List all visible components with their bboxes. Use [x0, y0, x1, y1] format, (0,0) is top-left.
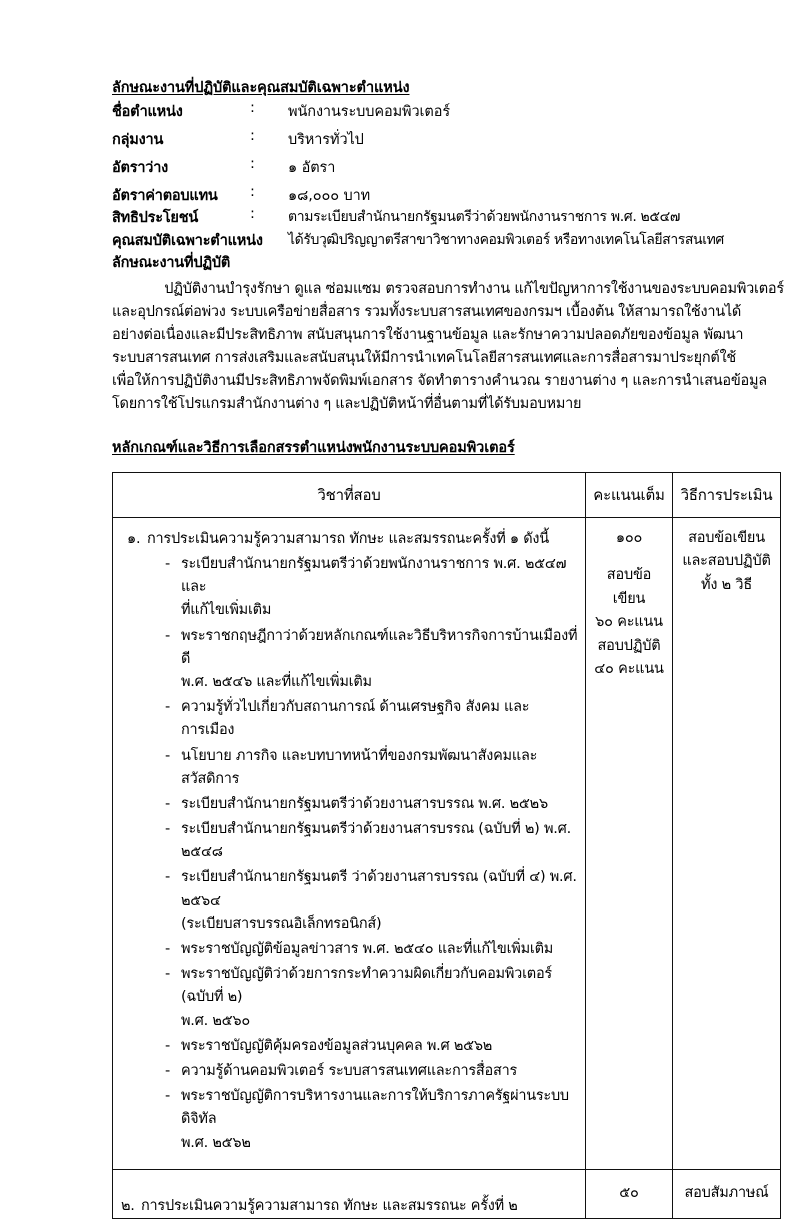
- duties-line-6: โดยการใช้โปรแกรมสำนักงานต่าง ๆ และปฏิบัติหน้าที่อื่นตามที่ได้รับมอบหมาย: [112, 396, 582, 412]
- list-item: [165, 793, 579, 816]
- score-total-2: ๕๐: [619, 1184, 639, 1201]
- cell-subject-2: [113, 1169, 586, 1218]
- bullet-line-1: พระราชบัญญัติว่าด้วยการกระทำความผิดเกี่ยวกับคอมพิวเตอร์ (ฉบับที่ ๒): [181, 966, 552, 1006]
- item-title-1: การประเมินความรู้ความสามารถ ทักษะ และสมรรถนะครั้งที่ ๑ ดังนี้: [147, 531, 549, 547]
- field-colon-3: :: [250, 184, 255, 200]
- table-header-row: [113, 473, 781, 518]
- dash-bullet-icon: -: [165, 699, 170, 716]
- bullet-line-1: พระราชบัญญัติคุ้มครองข้อมูลส่วนบุคคล พ.ศ ๒๕๖๒: [181, 1037, 493, 1054]
- dash-bullet-icon: -: [165, 627, 170, 644]
- bullet-line-2: พ.ศ. ๒๕๖๐: [181, 1012, 250, 1029]
- list-item: [165, 745, 579, 791]
- duties-line-2: และอุปกรณ์ต่อพ่วง ระบบเครือข่ายสื่อสาร รวมทั้งระบบสารสนเทศของกรมฯ เบื้องต้น ให้สามารถใช้งานได้: [112, 304, 742, 320]
- dash-bullet-icon: -: [165, 556, 170, 572]
- bullet-line-1: ระเบียบสำนักนายกรัฐมนตรีว่าด้วยพนักงานราชการ พ.ศ. ๒๕๔๗ และ: [181, 556, 567, 596]
- field-label-position-name: ชื่อตำแหน่ง: [112, 104, 183, 120]
- bullet-line-1: พระราชกฤษฎีกาว่าด้วยหลักเกณฑ์และวิธีบริหารกิจการบ้านเมืองที่ดี: [181, 627, 578, 667]
- column-header-method: วิธีการประเมิน: [673, 473, 781, 518]
- score-detail-line-1: สอบข้อเขียน: [606, 567, 652, 607]
- bullet-line-1: ระเบียบสำนักนายกรัฐมนตรีว่าด้วยงานสารบรรณ (ฉบับที่ ๒) พ.ศ. ๒๕๔๘: [181, 821, 571, 861]
- cell-subject-1: [113, 518, 586, 1170]
- bullet-line-1: ความรู้ทั่วไปเกี่ยวกับสถานการณ์ ด้านเศรษฐกิจ สังคม และการเมือง: [181, 699, 530, 739]
- section-heading-qualifications: ลักษณะงานที่ปฏิบัติและคุณสมบัติเฉพาะตำแหน่ง: [112, 80, 410, 96]
- bullet-line-2: ที่แก้ไขเพิ่มเติม: [181, 602, 272, 619]
- score-detail-line-2: ๖๐ คะแนน: [595, 614, 663, 631]
- field-label-salary: อัตราค่าตอบแทน: [112, 188, 218, 204]
- bullet-line-1: ระเบียบสำนักนายกรัฐมนตรี ว่าด้วยงานสารบรรณ (ฉบับที่ ๔) พ.ศ. ๒๕๖๔: [181, 869, 577, 909]
- dash-bullet-icon: -: [165, 1037, 170, 1054]
- item-number-2: ๒.: [121, 1198, 135, 1215]
- dash-bullet-icon: -: [165, 869, 170, 886]
- duties-line-5: เพื่อให้การปฏิบัติงานมีประสิทธิภาพจัดพิมพ์เอกสาร จัดทำตารางคำนวณ รายงานต่าง ๆ และการนำเสนอข้อมูล: [112, 373, 767, 389]
- section-heading-selection-criteria: หลักเกณฑ์และวิธีการเลือกสรรตำแหน่งพนักงานระบบคอมพิวเตอร์: [112, 440, 515, 456]
- list-item: [165, 963, 579, 1033]
- field-colon-4: :: [250, 206, 255, 222]
- field-colon-2: :: [250, 156, 255, 172]
- cell-score-1: [586, 518, 673, 1170]
- cell-method-2: [673, 1169, 781, 1218]
- field-label-work-group: กลุ่มงาน: [112, 132, 164, 148]
- subject-bullet-list-1: [119, 553, 579, 1155]
- list-item: [165, 938, 579, 961]
- column-header-score: คะแนนเต็ม: [586, 473, 673, 518]
- score-detail-line-3: สอบปฏิบัติ: [597, 637, 661, 654]
- cell-method-1: [673, 518, 781, 1170]
- field-value-position-name: พนักงานระบบคอมพิวเตอร์: [288, 104, 451, 120]
- field-label-job-description: ลักษณะงานที่ปฏิบัติ: [112, 255, 231, 271]
- list-item: [165, 553, 579, 623]
- dash-bullet-icon: -: [165, 966, 170, 983]
- field-value-work-group: บริหารทั่วไป: [288, 132, 364, 148]
- method-line-3: ทั้ง ๒ วิธี: [700, 576, 752, 593]
- dash-bullet-icon: -: [165, 1062, 170, 1079]
- duties-line-3: อย่างต่อเนื่องและมีประสิทธิภาพ สนับสนุนการใช้งานฐานข้อมูล และรักษาความปลอดภัยของข้อมูล พัฒนา: [112, 327, 744, 343]
- list-item: [165, 1085, 579, 1155]
- field-value-benefits: ตามระเบียบสำนักนายกรัฐมนตรีว่าด้วยพนักงานราชการ พ.ศ. ๒๕๔๗: [288, 209, 681, 225]
- duties-line-1: ปฏิบัติงานบำรุงรักษา ดูแล ซ่อมแซม ตรวจสอบการทำงาน แก้ไขปัญหาการใช้งานของระบบคอมพิวเตอร์: [112, 281, 784, 297]
- dash-bullet-icon: -: [165, 747, 170, 764]
- list-item: [165, 866, 579, 936]
- item-title-2: การประเมินความรู้ความสามารถ ทักษะ และสมรรถนะ ครั้งที่ ๒: [141, 1198, 518, 1215]
- field-colon-0: :: [250, 100, 255, 116]
- bullet-line-2: (ระเบียบสารบรรณอิเล็กทรอนิกส์): [181, 915, 382, 932]
- bullet-line-1: ความรู้ด้านคอมพิวเตอร์ ระบบสารสนเทศและการสื่อสาร: [181, 1062, 518, 1079]
- dash-bullet-icon: -: [165, 795, 170, 812]
- column-header-subject: วิชาที่สอบ: [113, 473, 586, 518]
- list-item: [165, 1060, 579, 1083]
- bullet-line-2: พ.ศ. ๒๕๖๒: [181, 1134, 251, 1151]
- method-line-1: สอบข้อเขียน: [688, 530, 765, 546]
- bullet-line-1: นโยบาย ภารกิจ และบทบาทหน้าที่ของกรมพัฒนาสังคมและสวัสดิการ: [181, 747, 538, 787]
- field-value-salary: ๑๘,๐๐๐ บาท: [288, 188, 371, 204]
- table-row: [113, 1169, 781, 1218]
- method-line-2: และสอบปฏิบัติ: [682, 553, 771, 570]
- field-value-vacancy: ๑ อัตรา: [288, 160, 336, 176]
- table-row: [113, 518, 781, 1170]
- item-number-1: ๑.: [127, 531, 141, 547]
- bullet-line-2: พ.ศ. ๒๕๔๖ และที่แก้ไขเพิ่มเติม: [181, 673, 372, 690]
- list-item: [165, 696, 579, 742]
- dash-bullet-icon: -: [165, 821, 170, 838]
- dash-bullet-icon: -: [165, 941, 170, 957]
- dash-bullet-icon: -: [165, 1088, 170, 1105]
- field-label-benefits: สิทธิประโยชน์: [112, 210, 199, 226]
- field-colon-1: :: [250, 128, 255, 144]
- score-detail-line-4: ๔๐ คะแนน: [594, 661, 664, 678]
- bullet-line-1: ระเบียบสำนักนายกรัฐมนตรีว่าด้วยงานสารบรรณ พ.ศ. ๒๕๒๖: [181, 795, 548, 812]
- bullet-line-1: พระราชบัญญัติข้อมูลข่าวสาร พ.ศ. ๒๕๔๐ และที่แก้ไขเพิ่มเติม: [181, 941, 554, 957]
- duties-line-4: ระบบสารสนเทศ การส่งเสริมและสนับสนุนให้มีการนำเทคโนโลยีสารสนเทศและการสื่อสารมาประยุกต์ใช้: [112, 350, 737, 366]
- list-item: [165, 818, 579, 864]
- list-item: [165, 625, 579, 695]
- exam-criteria-table: [112, 472, 781, 1219]
- bullet-line-1: พระราชบัญญัติการบริหารงานและการให้บริการภาครัฐผ่านระบบดิจิทัล: [181, 1088, 569, 1128]
- field-value-specific-qualifications: ได้รับวุฒิปริญญาตรีสาขาวิชาทางคอมพิวเตอร์ หรือทางเทคโนโลยีสารสนเทศ: [288, 232, 724, 248]
- field-label-vacancy: อัตราว่าง: [112, 160, 169, 176]
- field-label-specific-qualifications: คุณสมบัติเฉพาะตำแหน่ง: [112, 233, 263, 249]
- score-total-1: ๑๐๐: [615, 530, 643, 546]
- method-line-1: สอบสัมภาษณ์: [684, 1184, 769, 1201]
- cell-score-2: [586, 1169, 673, 1218]
- list-item: [165, 1035, 579, 1058]
